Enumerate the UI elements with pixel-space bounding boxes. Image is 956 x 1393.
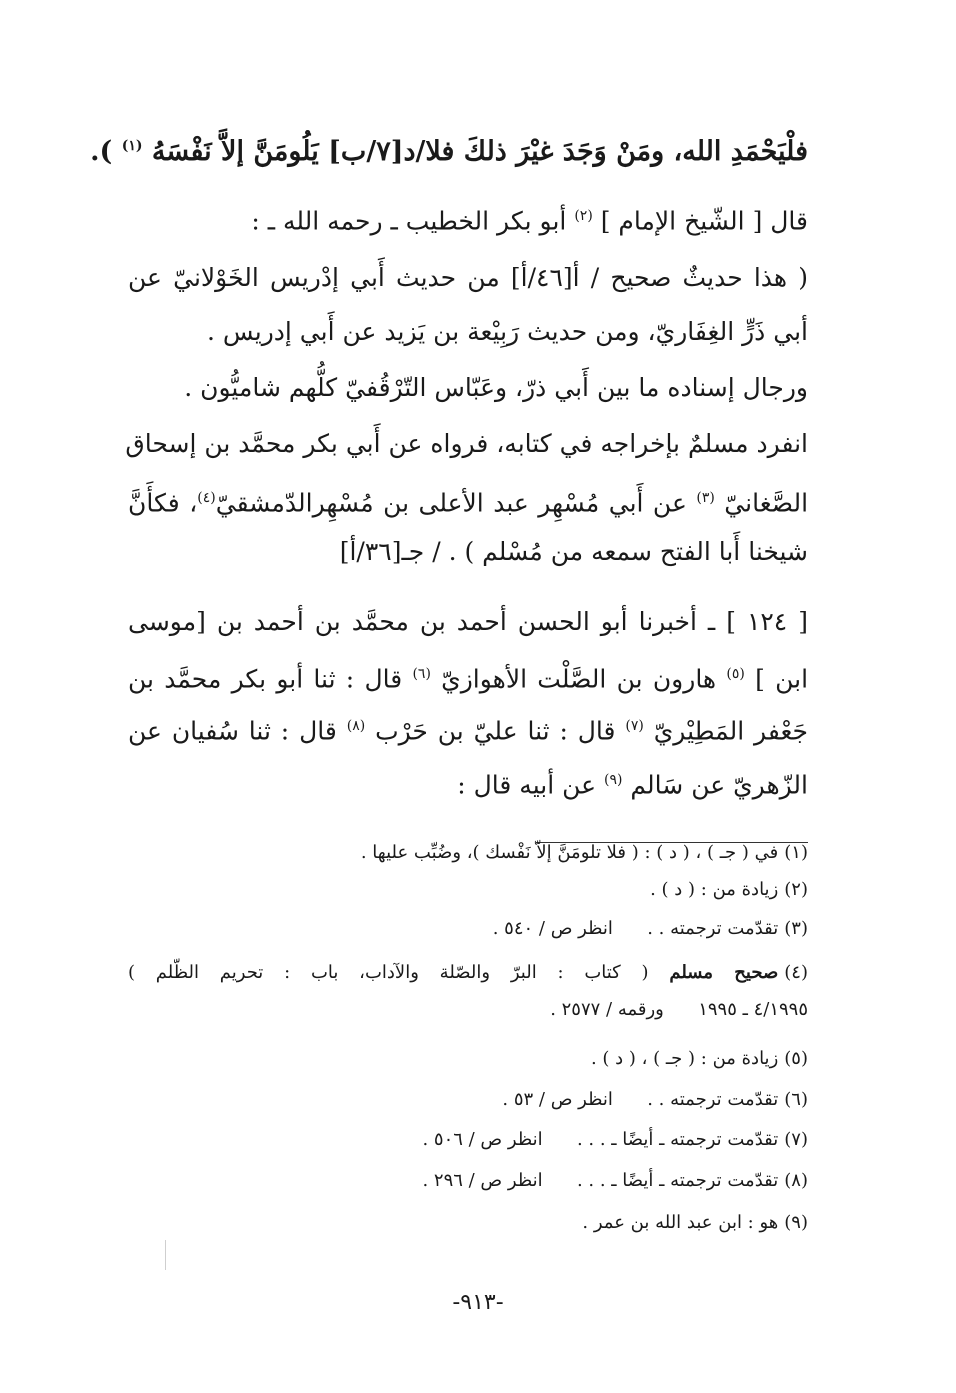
footnote-book-title: صحيح مسلم	[669, 962, 779, 983]
body-line-4: أبي ذَرٍّ الغِفَاريّ، ومن حديث رَبِيْعة بن يَزيد عن أَبي إدريس .	[206, 317, 808, 346]
body-line-11	[128, 706, 808, 751]
page-number: -٩١٣-	[452, 1290, 504, 1315]
footnote-ref: (٥)	[726, 666, 745, 682]
body-text: قال : ثنا أبو بكر محمَّد بن	[128, 664, 403, 694]
footnote-text: زيادة من : ( جـ ) ، ( د ) .	[590, 1048, 779, 1069]
footnote-text: ( كتاب : البرّ والصّلة والآداب، باب : تحريم الظّلم )	[128, 962, 649, 983]
body-text: فلْيَحْمَدِ الله، ومَنْ وَجَدَ غيْرَ ذلكَ فلا/د[٧/ب] يَلُومَنَّ إلاَّ نَفْسَهُ	[151, 136, 808, 167]
footnote-number: (٣)	[784, 918, 808, 939]
body-line-1	[90, 126, 808, 172]
body-text: عن أَبي مُسْهِر عبد الأعلى بن مُسْهِرالدّمشقيّ	[215, 488, 687, 518]
footnote-number: (٦)	[784, 1089, 808, 1110]
body-line-12	[128, 760, 808, 805]
body-text: ، فكأَنَّ	[128, 488, 198, 518]
body-line-9: [ ١٢٤ ] ـ أخبرنا أبو الحسن أحمد بن محمَّد بن أحمد بن [موسى	[128, 607, 808, 636]
footnote-4-continued	[128, 995, 808, 1025]
footnote-ref: (٤)	[197, 490, 216, 506]
body-line-5: ورجال إسناده ما بين أَبي ذرّ، وعَبّاس التّرْقُفيّ كلُّهم شاميُّون .	[184, 373, 808, 402]
body-line-10	[128, 654, 808, 699]
body-line-3: ( هذا حديثٌ صحيح / أ[٤٦/أ] من حديث أَبي إدْريس الخَوْلانيّ عن	[128, 263, 808, 292]
footnote-7	[128, 1125, 808, 1155]
footnote-4	[128, 958, 808, 988]
body-text: الصَّغانيّ	[724, 488, 809, 518]
footnote-number: (٤)	[784, 962, 808, 983]
footnote-ref: (٦)	[412, 666, 431, 682]
footnote-9	[128, 1208, 808, 1238]
body-text: أبو بكر الخطيب ـ رحمه الله ـ :	[251, 206, 567, 236]
footnote-number: (١)	[784, 842, 808, 863]
footnote-ref: (٩)	[604, 772, 623, 788]
footnote-text: زيادة من : ( د ) .	[650, 879, 779, 900]
footnote-number: (٨)	[784, 1170, 808, 1191]
body-text: قال : ثنا سُفيان عن	[128, 716, 337, 746]
scan-edge-mark	[165, 1240, 166, 1270]
footnote-ref: (١)	[121, 138, 143, 154]
body-line-7	[128, 478, 808, 523]
footnote-8	[128, 1166, 808, 1196]
body-text: قال : ثنا عليّ بن حَرْب	[375, 716, 616, 746]
footnote-text: في ( جـ ) ، ( د ) : ( فلا تلومَنَّ إلاّ نَفْسك )، وضُبِّب عليها .	[360, 842, 779, 863]
footnote-number: (٧)	[784, 1129, 808, 1150]
footnote-text: هو : ابن عبد الله بن عمر .	[582, 1212, 779, 1233]
body-line-2	[128, 196, 808, 241]
body-text: هارون بن الصَّلْت الأهوازيّ	[441, 664, 717, 694]
footnote-text: ٤/١٩٩٥ ـ ١٩٩٥ ورقمه / ٢٥٧٧ .	[550, 999, 808, 1020]
body-text: جَعْفر المَطِيْريّ	[653, 716, 808, 746]
footnote-text: تقدّمت ترجمته . . انظر ص / ٥٣ .	[502, 1089, 779, 1110]
body-text: ابن ]	[755, 664, 809, 694]
footnote-6	[128, 1085, 808, 1115]
footnote-ref: (٨)	[346, 718, 366, 734]
footnote-3	[128, 914, 808, 944]
footnote-text: تقدّمت ترجمته . . انظر ص / ٥٤٠ .	[492, 918, 779, 939]
body-line-6: انفرد مسلمٌ بإخراجه في كتابه، فرواه عن أَبي بكر محمَّد بن إسحاق	[125, 429, 808, 458]
body-text: ).	[90, 136, 113, 167]
footnote-2	[128, 875, 808, 905]
body-text: عن أبيه قال :	[457, 770, 597, 800]
footnote-number: (٢)	[784, 879, 808, 900]
footnote-ref: (٣)	[696, 490, 715, 506]
body-text: الزّهريّ عن سَالم	[630, 770, 808, 800]
footnote-number: (٩)	[784, 1212, 808, 1233]
body-text: قال [ الشّيخ الإمام ]	[600, 206, 808, 236]
footnote-number: (٥)	[784, 1048, 808, 1069]
footnote-text: تقدّمت ترجمته ـ أيضًا ـ . . . انظر ص / ٥٠٦ .	[422, 1129, 779, 1150]
footnote-ref: (٧)	[625, 718, 644, 734]
footnote-1	[128, 838, 808, 868]
footnote-text: تقدّمت ترجمته ـ أيضًا ـ . . . انظر ص / ٢٩٦ .	[422, 1170, 779, 1191]
footnote-ref: (٢)	[574, 208, 593, 224]
body-line-8: شيخنا أَبا الفتح سمعه من مُسْلم ) . / جـ[٣٦/أ]	[339, 537, 808, 566]
footnote-5	[128, 1044, 808, 1074]
